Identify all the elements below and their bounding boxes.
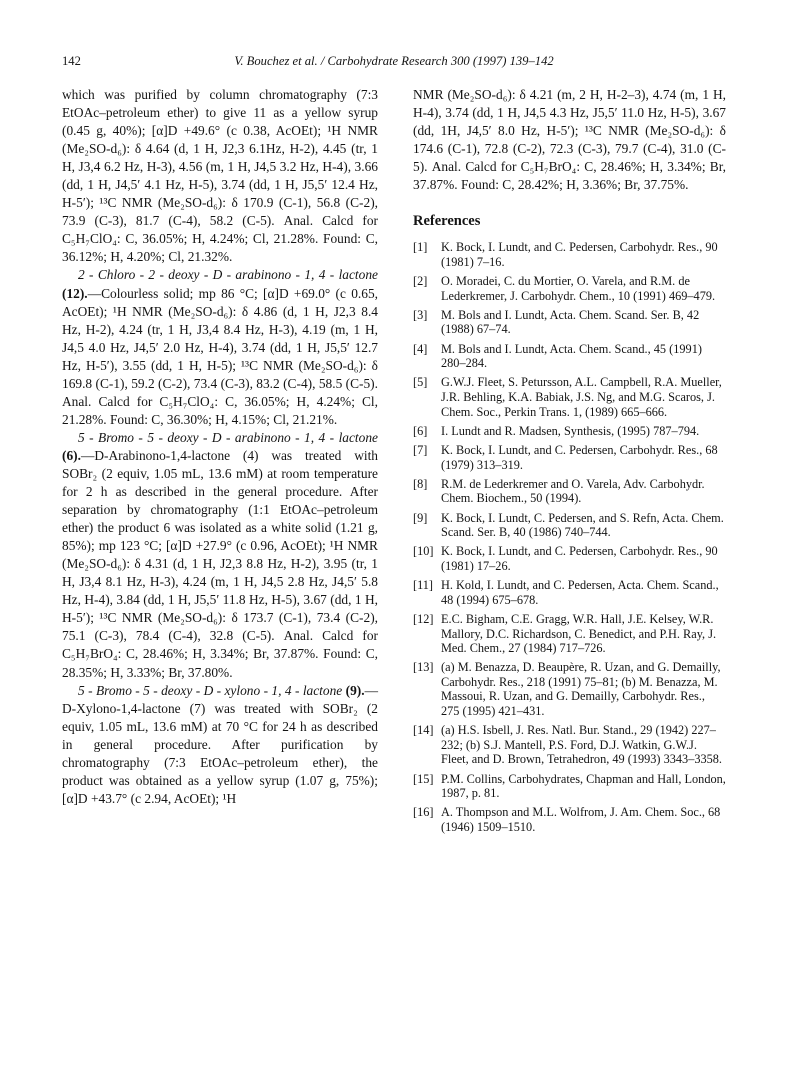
reference-item <box>413 772 726 801</box>
compound-6-title: 5 - Bromo - 5 - deoxy - D - arabinono - 1, 4 - lactone <box>78 429 378 445</box>
compound-12-number: (12). <box>62 285 88 301</box>
reference-text: M. Bols and I. Lundt, Acta. Chem. Scand. Ser. B, 42 (1988) 67–74. <box>441 307 700 337</box>
reference-item <box>413 612 726 656</box>
reference-text: K. Bock, I. Lundt, and C. Pedersen, Carbohydr. Res., 90 (1981) 17–26. <box>441 544 718 573</box>
paragraph-compound-6 <box>62 429 378 682</box>
reference-number: [12] <box>413 611 434 626</box>
compound-9-title: 5 - Bromo - 5 - deoxy - D - xylono - 1, 4 - lactone <box>78 682 343 698</box>
left-column <box>62 86 378 808</box>
reference-text: E.C. Bigham, C.E. Gragg, W.R. Hall, J.E. Kelsey, W.R. Mallory, D.C. Richardson, C. Benedict, and P.H. Ray, J. Med. Chem., 27 (1984) 717–726. <box>441 611 717 656</box>
paragraph-compound-9 <box>62 682 378 808</box>
reference-item <box>413 424 726 439</box>
compound-9-number: (9). <box>345 682 365 698</box>
reference-number: [10] <box>413 544 434 559</box>
reference-text: (a) M. Benazza, D. Beaupère, R. Uzan, and G. Demailly, Carbohydr. Res., 218 (1991) 75–81; (b) M. Benazza, M. Massoui, R. Uzan, and G. Demailly, Carbohydr. Res., 275 (1995) 421–431. <box>441 660 721 719</box>
paragraph-compound-12 <box>62 266 378 428</box>
compound-12-title: 2 - Chloro - 2 - deoxy - D - arabinono - 1, 4 - lactone <box>78 267 378 283</box>
reference-text: H. Kold, I. Lundt, and C. Pedersen, Acta. Chem. Scand., 48 (1994) 675–678. <box>441 578 719 607</box>
page-number: 142 <box>62 54 81 68</box>
paragraph-compound-11: which was purified by column chromatography (7:3 EtOAc–petroleum ether) to give 11 as a yellow syrup (0.45 g, 40%); [α]D +49.6° (c 0.38, AcOEt); ¹H NMR (Me₂SO-d₆): δ 4.64 (d, 1 H, J2,3 6.1Hz, H-2), 4.45 (tr, 1 H, J3,4 6.2 Hz, H-3), 4.56 (m, 1 H, J4,5 3.2 Hz, H-4), 3.66 (dd, 1 H, J4,5′ 4.1 Hz, H-5), 3.74 (dd, 1 H, J5,5′ 12.4 Hz, H-5′); ¹³C NMR (Me₂SO-d₆): δ 170.9 (C-1), 56.8 (C-2), 73.9 (C-3), 81.7 (C-4), 58.2 (C-5). Anal. Calcd for C₅H₇ClO₄: C, 36.05%; H, 4.24%; Cl, 21.28%. Found: C, 36.12%; H, 4.20%; Cl, 21.32%. <box>62 87 378 265</box>
references-heading: References <box>413 213 481 230</box>
reference-item <box>413 274 726 303</box>
reference-number: [3] <box>413 307 428 322</box>
reference-number: [13] <box>413 660 434 675</box>
reference-item <box>413 544 726 573</box>
reference-item <box>413 578 726 607</box>
reference-text: (a) H.S. Isbell, J. Res. Natl. Bur. Stand., 29 (1942) 227–232; (b) S.J. Mantell, P.S. Ford, D.J. Watkin, G.W.J. Fleet, and D. Brown, Tetrahedron, 49 (1993) 3343–3358. <box>441 723 723 767</box>
reference-number: [4] <box>413 341 428 356</box>
reference-number: [5] <box>413 375 428 390</box>
references-list <box>413 240 726 834</box>
reference-item <box>413 723 726 767</box>
reference-number: [15] <box>413 771 434 786</box>
reference-text: G.W.J. Fleet, S. Petursson, A.L. Campbell, R.A. Mueller, J.R. Behling, K.A. Babiak, J.S. Ng, and M.G. Scaros, J. Chem. Soc., Perkin Trans. 1, (1989) 665–666. <box>441 375 722 419</box>
reference-item <box>413 511 726 540</box>
reference-item <box>413 240 726 269</box>
compound-6-body: —D-Arabinono-1,4-lactone (4) was treated with SOBr₂ (2 equiv, 1.05 mL, 13.6 mM) at room temperature for 2 h as described in the general procedure. After separation by chromatography (1:1 EtOAc–petroleum ether) the product 6 was isolated as a white solid (1.21 g, 85%); mp 123 °C; [α]D +27.9° (c 0.96, AcOEt); ¹H NMR (Me₂SO-d₆): δ 4.31 (d, 1 H, J2,3 8.8 Hz, H-2), 3.95 (tr, 1 H, J3,4 8.1 Hz, H-3), 4.24 (m, 1 H, J4,5 2.8 Hz, J4,5′ 5.8 Hz, H-4), 3.84 (dd, 1 H, J5,5′ 11.8 Hz, H-5), 3.67 (dd, 1 H, H-5′); ¹³C NMR (Me₂SO-d₆): δ 173.7 (C-1), 73.4 (C-2), 75.1 (C-3), 78.4 (C-4), 32.8 (C-5). Anal. Calcd for C₅H₇BrO₄: C, 28.46%; H, 3.34%; Br, 37.87%. Found: C, 28.35%; H, 3.33%; Br, 37.80%. <box>62 447 378 680</box>
reference-item <box>413 308 726 337</box>
reference-text: P.M. Collins, Carbohydrates, Chapman and Hall, London, 1987, p. 81. <box>441 771 726 801</box>
reference-text: M. Bols and I. Lundt, Acta. Chem. Scand., 45 (1991) 280–284. <box>441 341 702 371</box>
reference-number: [11] <box>413 578 434 593</box>
running-title: V. Bouchez et al. / Carbohydrate Research 300 (1997) 139–142 <box>234 54 554 68</box>
reference-number: [8] <box>413 476 428 491</box>
reference-text: I. Lundt and R. Madsen, Synthesis, (1995) 787–794. <box>441 423 700 438</box>
reference-item <box>413 477 726 506</box>
page-header <box>62 54 726 72</box>
right-column <box>413 86 726 839</box>
reference-item <box>413 375 726 419</box>
reference-item <box>413 443 726 472</box>
reference-number: [16] <box>413 805 434 820</box>
reference-text: K. Bock, I. Lundt, and C. Pedersen, Carbohydr. Res., 68 (1979) 313–319. <box>441 443 718 472</box>
reference-number: [9] <box>413 510 428 525</box>
reference-text: A. Thompson and M.L. Wolfrom, J. Am. Chem. Soc., 68 (1946) 1509–1510. <box>441 805 721 835</box>
reference-number: [2] <box>413 274 428 289</box>
reference-text: R.M. de Lederkremer and O. Varela, Adv. Carbohydr. Chem. Biochem., 50 (1994). <box>441 476 705 506</box>
reference-number: [1] <box>413 240 428 255</box>
reference-number: [14] <box>413 723 434 738</box>
reference-text: O. Moradei, C. du Mortier, O. Varela, and R.M. de Lederkremer, J. Carbohydr. Chem., 10 (1991) 469–479. <box>441 274 716 303</box>
paragraph-compound-9-continued: NMR (Me₂SO-d₆): δ 4.21 (m, 2 H, H-2–3), 4.74 (m, 1 H, H-4), 3.74 (dd, 1 H, J4,5 4.3 Hz, J5,5′ 11.0 Hz, H-5), 3.67 (dd, 1H, J4,5′ 8.0 Hz, H-5′); ¹³C NMR (Me₂SO-d₆): δ 174.6 (C-1), 72.8 (C-2), 72.3 (C-3), 79.7 (C-4), 31.0 (C-5). Anal. Calcd for C₅H₇BrO₄: C, 28.46%; H, 3.34%; Br, 37.87%. Found: C, 28.42%; H, 3.36%; Br, 37.75%. <box>413 87 726 193</box>
reference-number: [7] <box>413 443 428 458</box>
compound-9-body: —D-Xylono-1,4-lactone (7) was treated with SOBr₂ (2 equiv, 1.05 mL, 13.6 mM) at 70 °C for 24 h as described in general procedure. After purification by chromatography (7:3 EtOAc–petroleum ether), the product was obtained as a yellow syrup (1.07 g, 75%); [α]D +43.7° (c 2.94, AcOEt); ¹H <box>62 682 378 806</box>
reference-item <box>413 660 726 718</box>
reference-number: [6] <box>413 423 428 438</box>
compound-6-number: (6). <box>62 447 81 463</box>
reference-text: K. Bock, I. Lundt, and C. Pedersen, Carbohydr. Res., 90 (1981) 7–16. <box>441 240 718 269</box>
reference-item <box>413 342 726 371</box>
compound-12-body: —Colourless solid; mp 86 °C; [α]D +69.0° (c 0.65, AcOEt); ¹H NMR (Me₂SO-d₆): δ 4.86 (d, 1 H, J2,3 8.4 Hz, H-2), 4.24 (tr, 1 H, J3,4 8.4 Hz, H-3), 4.19 (m, 1 H, J4,5 4.0 Hz, J4,5′ 2.0 Hz, H-4), 3.74 (dd, 1 H, J5,5′ 12.7 Hz, H-5′), 3.55 (dd, 1 H, H-5); ¹³C NMR (Me₂SO-d₆): δ 169.8 (C-1), 59.2 (C-2), 73.4 (C-3), 83.2 (C-4), 58.5 (C-5). Anal. Calcd for C₅H₇ClO₄: C, 36.05%; H, 4.24%; Cl, 21.28%. Found: C, 36.30%; H, 4.15%; Cl, 21.21%. <box>62 285 378 427</box>
reference-text: K. Bock, I. Lundt, C. Pedersen, and S. Refn, Acta. Chem. Scand. Ser. B, 40 (1986) 740–744. <box>441 510 724 540</box>
reference-item <box>413 805 726 834</box>
